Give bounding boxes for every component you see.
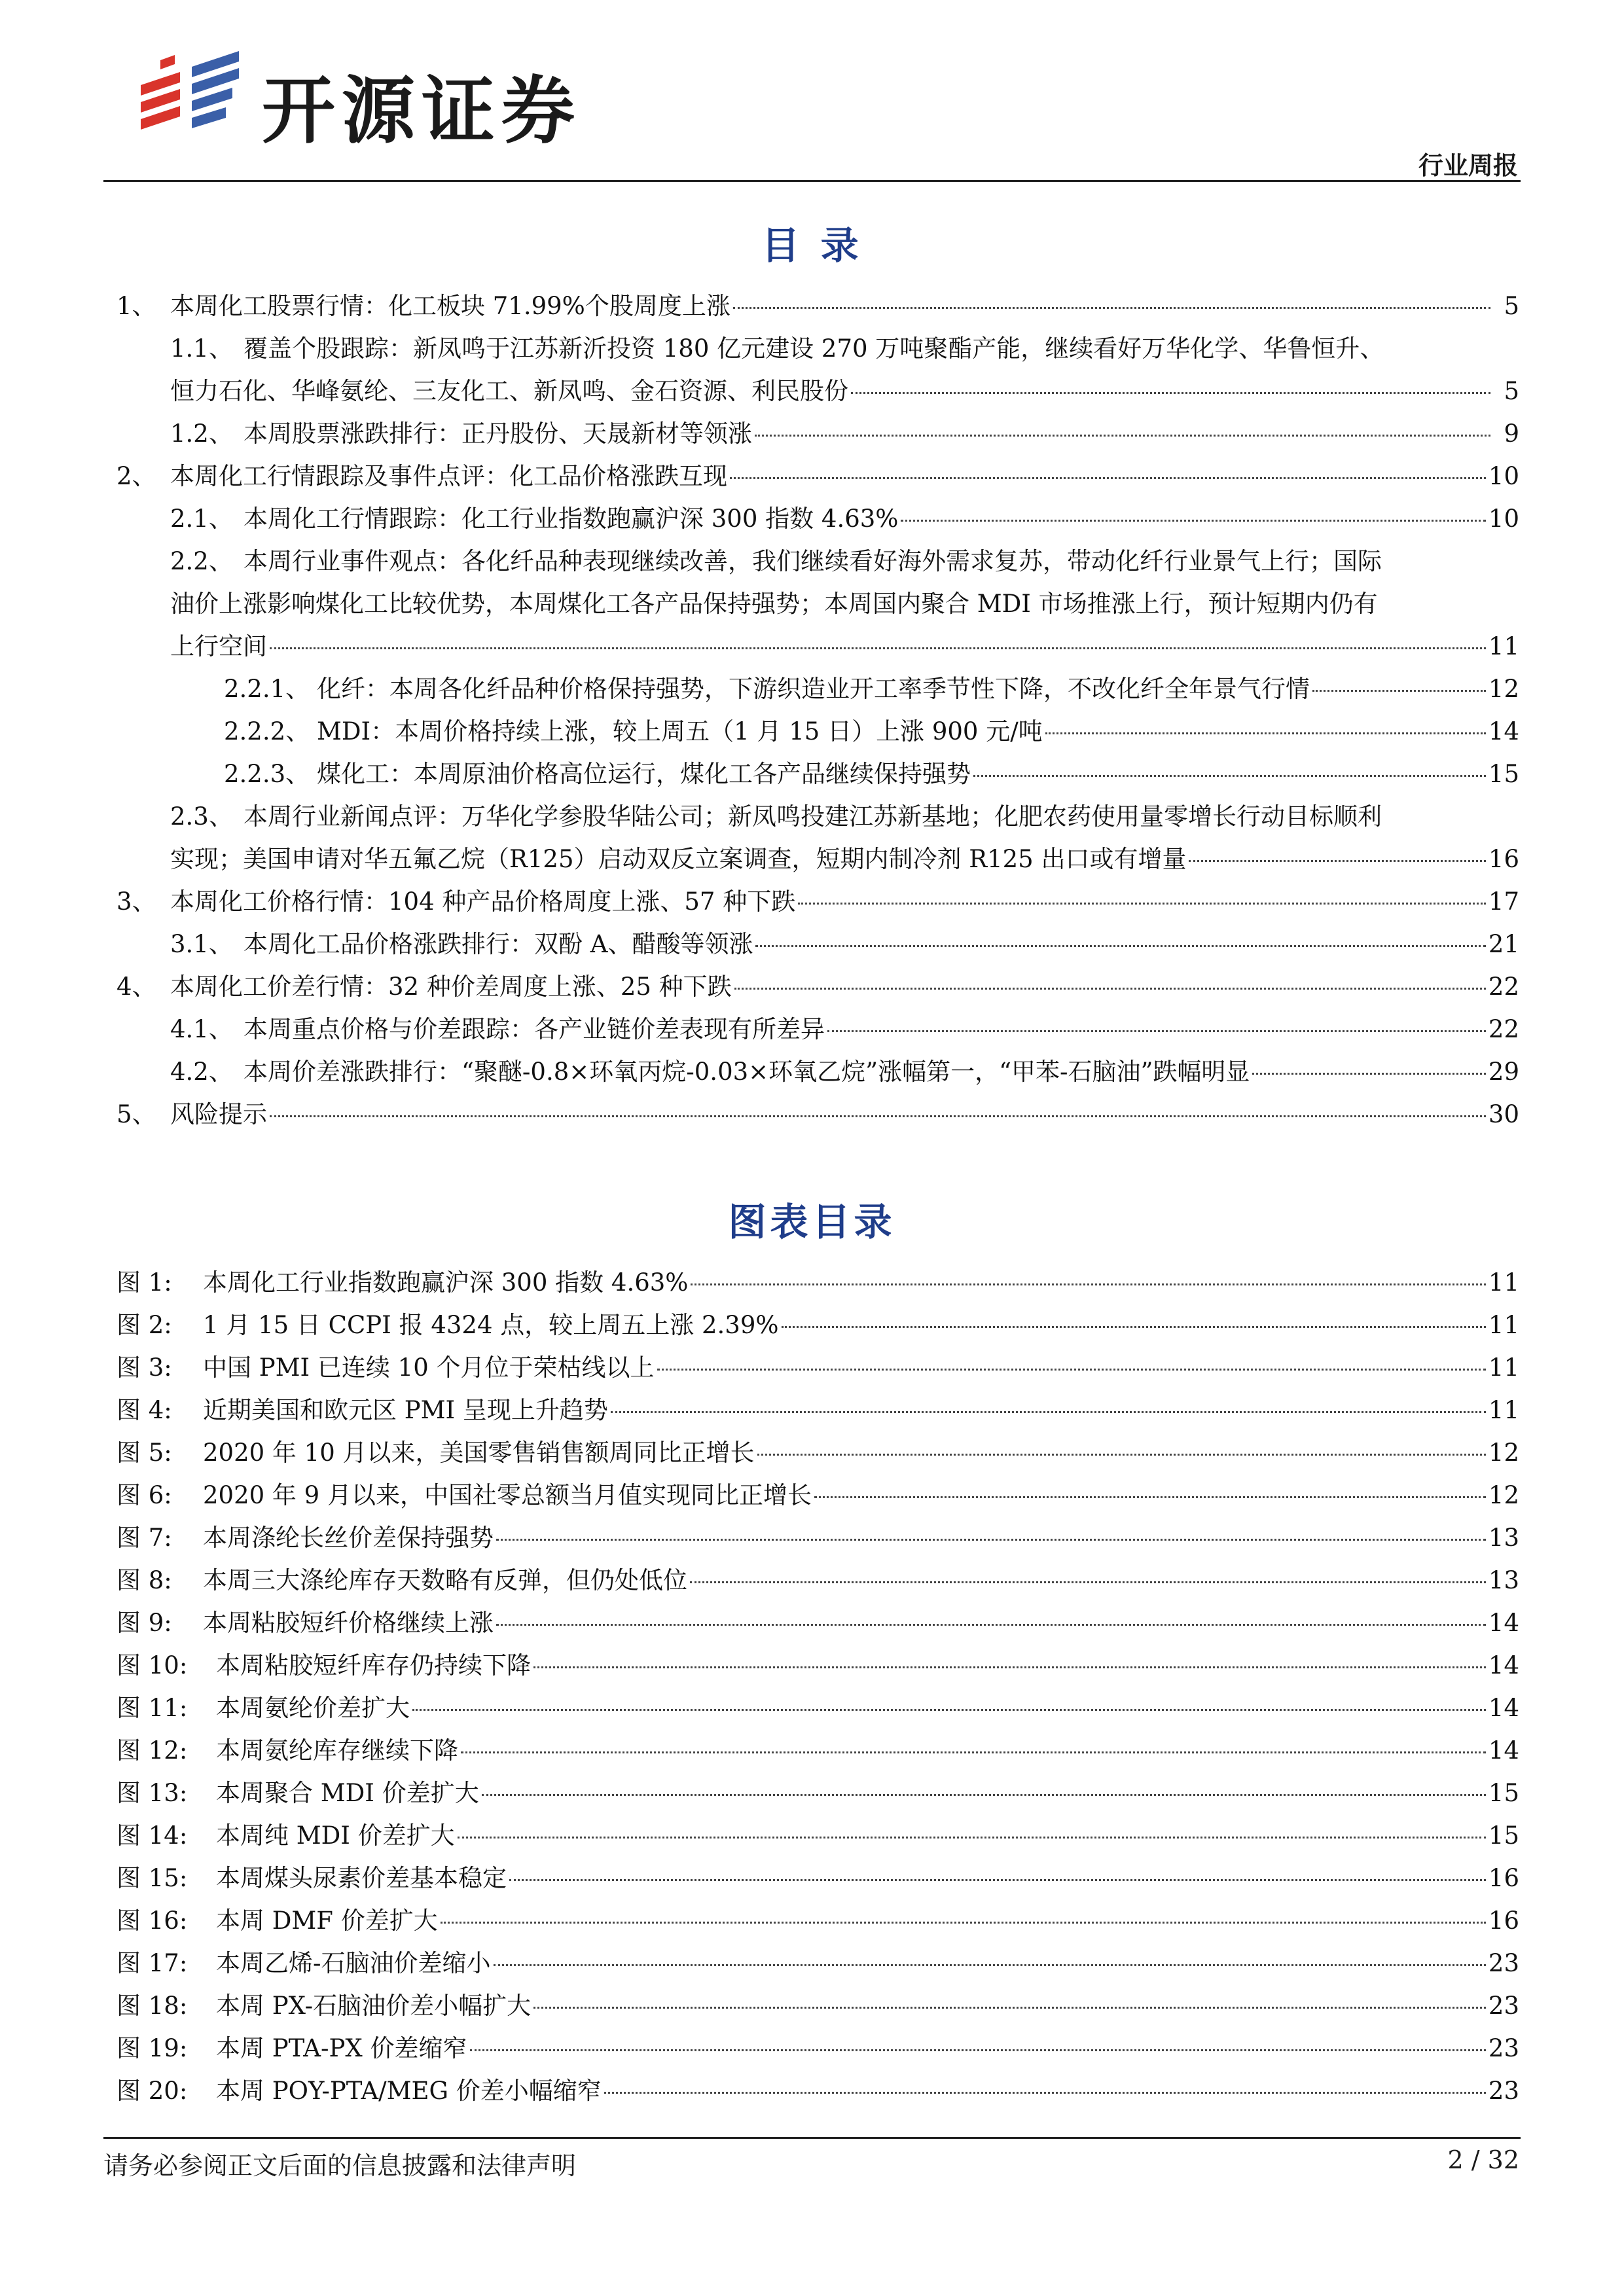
brand-logo [134,47,632,154]
dot-leader [782,1326,1486,1328]
toc-entry-number: 2.2.1、 [224,675,310,703]
dot-leader [730,477,1486,479]
figure-entry-text: 本周聚合 MDI 价差扩大 [216,1779,479,1807]
toc-entry[interactable] [170,802,1382,831]
dot-leader [798,903,1486,905]
toc-entry[interactable] [117,1100,1519,1129]
figure-entry-text: 本周纯 MDI 价差扩大 [216,1821,455,1850]
toc-entry[interactable] [224,717,1519,746]
dot-leader [470,2049,1486,2051]
toc-entry-text: 本周化工行情跟踪及事件点评：化工品价格涨跌互现 [170,462,727,490]
figure-entry-number: 图 17: [117,1949,188,1977]
toc-entry-text: 本周行业新闻点评：万华化学参股华陆公司；新凤鸣投建江苏新基地；化肥农药使用量零增长行动目标顺利 [244,802,1382,831]
figure-entry-number: 图 16: [117,1907,188,1935]
toc-entry-text: 覆盖个股跟踪：新凤鸣于江苏新沂投资 180 亿元建设 270 万吨聚酯产能，继续看好万华化学、华鲁恒升、 [244,334,1384,363]
figure-entry-page: 14 [1488,1609,1519,1637]
figure-entry-number: 图 10: [117,1651,188,1679]
dot-leader [604,2092,1486,2094]
toc-entry-page: 9 [1504,420,1519,448]
dot-leader [691,1283,1485,1285]
toc-entry-text: 本周行业事件观点：各化纤品种表现继续改善，我们继续看好海外需求复苏，带动化纤行业景气上行；国际 [244,547,1382,575]
toc-entry-number: 2.1、 [170,505,233,533]
figure-entry[interactable] [117,2077,1519,2106]
toc-entry-text: 本周化工股票行情：化工板块 71.99%个股周度上涨 [170,292,731,320]
toc-entry-page: 10 [1488,505,1519,533]
figure-entry[interactable] [117,1949,1519,1978]
figure-entry[interactable] [117,1779,1519,1808]
toc-entry[interactable] [117,462,1519,491]
dot-leader [814,1496,1486,1498]
toc-entry[interactable] [224,675,1519,704]
toc-entry[interactable] [170,420,1519,448]
dot-leader [441,1922,1486,1924]
page-indicator: 2 / 32 [1447,2145,1519,2174]
toc-entry-page: 22 [1488,1015,1519,1043]
dot-leader [690,1581,1486,1583]
figure-entry-text: 本周粘胶短纤价格继续上涨 [203,1609,494,1637]
figure-entry-number: 图 1: [117,1268,172,1297]
figure-entry-number: 图 13: [117,1779,188,1807]
figure-entry-text: 本周粘胶短纤库存仍持续下降 [216,1651,531,1679]
toc-entry-text: 本周化工品价格涨跌排行：双酚 A、醋酸等领涨 [244,930,753,958]
figure-entry[interactable] [117,1651,1519,1680]
toc-entry[interactable] [170,547,1382,576]
dot-leader [494,1964,1486,1966]
figure-entry[interactable] [117,1268,1519,1297]
figure-entry-number: 图 5: [117,1439,172,1467]
figure-entry-page: 23 [1488,1992,1519,2020]
figure-entry[interactable] [117,1311,1519,1340]
figure-entry[interactable] [117,1992,1519,2020]
figure-entry-number: 图 8: [117,1566,172,1594]
dot-leader [973,775,1486,777]
figure-entry[interactable] [117,1864,1519,1893]
toc-entry-page: 16 [1488,845,1519,873]
toc-entry-number: 1、 [117,292,156,320]
toc-entry-number: 2.2.3、 [224,760,310,788]
dot-leader [1312,690,1486,692]
figure-entry[interactable] [117,2034,1519,2063]
report-type-label: 行业周报 [1418,151,1518,180]
toc-entry-text: MDI：本周价格持续上涨，较上周五（1 月 15 日）上涨 900 元/吨 [317,717,1043,745]
toc-entry-text: 化纤：本周各化纤品种价格保持强势，下游织造业开工率季节性下降，不改化纤全年景气行情 [317,675,1310,703]
toc-entry-page: 5 [1504,377,1519,405]
figure-entry[interactable] [117,1736,1519,1765]
figure-entry-page: 16 [1488,1907,1519,1935]
dot-leader [412,1709,1486,1711]
figure-entry[interactable] [117,1566,1519,1595]
figure-entry-number: 图 4: [117,1396,172,1424]
toc-entry-page: 15 [1488,760,1519,788]
figure-entry[interactable] [117,1396,1519,1425]
figure-entry-number: 图 20: [117,2077,188,2105]
toc-entry-text-continued: 恒力石化、华峰氨纶、三友化工、新凤鸣、金石资源、利民股份 [170,377,848,405]
figure-entry-page: 11 [1488,1396,1519,1424]
figure-entry-page: 11 [1488,1354,1519,1382]
figure-entry-number: 图 12: [117,1736,188,1765]
dot-leader [496,1539,1486,1541]
figure-entry[interactable] [117,1821,1519,1850]
figure-entry-page: 15 [1488,1779,1519,1807]
dot-leader [657,1369,1486,1371]
figure-entry-text: 本周涤纶长丝价差保持强势 [203,1524,494,1552]
logo-wordmark: 开源证券 [262,69,581,154]
header-divider [103,180,1521,182]
figure-entry-number: 图 18: [117,1992,188,2020]
toc-entry[interactable] [117,888,1519,916]
dot-leader [757,1454,1486,1456]
footer-divider [103,2137,1521,2139]
dot-leader [270,647,1486,649]
toc-entry[interactable] [170,1015,1519,1044]
dot-leader [755,435,1490,437]
dot-leader [1045,732,1486,734]
figure-entry-text: 本周 POY-PTA/MEG 价差小幅缩窄 [216,2077,602,2105]
figure-entry-page: 12 [1488,1439,1519,1467]
figure-entry-page: 14 [1488,1736,1519,1765]
toc-entry-page: 11 [1488,632,1519,660]
dot-leader [901,520,1485,522]
dot-leader [734,988,1486,990]
toc-entry-page: 5 [1504,292,1519,320]
figure-entry-page: 12 [1488,1481,1519,1509]
figure-entry-page: 23 [1488,2034,1519,2062]
dot-leader [533,2007,1486,2009]
figure-entry[interactable] [117,1694,1519,1723]
dot-leader [733,307,1490,309]
figure-entry[interactable] [117,1354,1519,1382]
figure-entry-number: 图 15: [117,1864,188,1892]
figure-entry-text: 本周 DMF 价差扩大 [216,1907,438,1935]
figure-entry-page: 11 [1488,1268,1519,1297]
toc-entry-continuation[interactable] [170,377,1519,406]
toc-entry-page: 14 [1488,717,1519,745]
toc-entry-page: 21 [1488,930,1519,958]
toc-entry-page: 17 [1488,888,1519,916]
dot-leader [533,1666,1486,1668]
figure-entry[interactable] [117,1439,1519,1467]
figure-entry-number: 图 11: [117,1694,188,1722]
figure-entry-text: 本周化工行业指数跑赢沪深 300 指数 4.63% [203,1268,689,1297]
toc-entry-page: 12 [1488,675,1519,703]
figure-entry-text: 中国 PMI 已连续 10 个月位于荣枯线以上 [203,1354,655,1382]
figure-entry-page: 14 [1488,1694,1519,1722]
toc-entry-continuation[interactable]: 油价上涨影响煤化工比较优势，本周煤化工各产品保持强势；本周国内聚合 MDI 市场推涨上行，预计短期内仍有 [170,590,1378,618]
toc-entry[interactable] [224,760,1519,789]
figure-entry-number: 图 14: [117,1821,188,1850]
figure-entry-text: 本周 PX-石脑油价差小幅扩大 [216,1992,532,2020]
toc-entry-number: 1.1、 [170,334,233,363]
figure-entry-number: 图 19: [117,2034,188,2062]
toc-entry-text-continued: 上行空间 [170,632,267,660]
figure-entry-page: 13 [1488,1566,1519,1594]
toc-entry[interactable] [170,505,1519,533]
toc-entry-number: 3、 [117,888,156,916]
toc-entry-number: 4、 [117,973,156,1001]
toc-entry-page: 30 [1488,1100,1519,1128]
toc-entry[interactable] [170,930,1519,959]
toc-title: 目 录 [761,223,863,268]
toc-entry-number: 4.1、 [170,1015,233,1043]
figure-entry-page: 14 [1488,1651,1519,1679]
toc-entry-text-continued: 实现；美国申请对华五氟乙烷（R125）启动双反立案调查，短期内制冷剂 R125 出口或有增量 [170,845,1187,873]
toc-entry-page: 29 [1488,1058,1519,1086]
toc-entry-page: 10 [1488,462,1519,490]
figure-entry-text: 1 月 15 日 CCPI 报 4324 点，较上周五上涨 2.39% [203,1311,779,1339]
toc-entry[interactable] [170,334,1384,363]
figure-entry-text: 本周氨纶库存继续下降 [216,1736,458,1765]
figure-entry-page: 16 [1488,1864,1519,1892]
toc-entry[interactable] [170,1058,1519,1086]
figure-entry-number: 图 7: [117,1524,172,1552]
toc-entry-text: 风险提示 [170,1100,267,1128]
figure-entry-text: 2020 年 9 月以来，中国社零总额当月值实现同比正增长 [203,1481,812,1509]
footer-disclaimer: 请务必参阅正文后面的信息披露和法律声明 [103,2151,577,2180]
dot-leader [509,1879,1486,1881]
toc-entry-text: 本周股票涨跌排行：正丹股份、天晟新材等领涨 [244,420,752,448]
figure-entry-text: 2020 年 10 月以来，美国零售销售额周同比正增长 [203,1439,755,1467]
figures-list-title: 图表目录 [728,1200,896,1244]
toc-entry-number: 5、 [117,1100,156,1128]
figure-entry-page: 11 [1488,1311,1519,1339]
toc-entry-continuation[interactable] [170,845,1519,874]
toc-entry-number: 2、 [117,462,156,490]
figure-entry-text: 本周 PTA-PX 价差缩窄 [216,2034,467,2062]
toc-entry-text: 本周化工价格行情：104 种产品价格周度上涨、57 种下跌 [170,888,796,916]
dot-leader [1252,1073,1486,1075]
dot-leader [482,1794,1486,1796]
logo-mark-icon [134,47,245,145]
dot-leader [270,1115,1486,1117]
figure-entry[interactable] [117,1524,1519,1552]
figure-entry-number: 图 6: [117,1481,172,1509]
figure-entry[interactable] [117,1907,1519,1935]
figure-entry-text: 本周三大涤纶库存天数略有反弹，但仍处低位 [203,1566,687,1594]
toc-entry-page: 22 [1488,973,1519,1001]
dot-leader [458,1837,1486,1839]
toc-entry-continuation[interactable] [170,632,1519,661]
figure-entry-page: 15 [1488,1821,1519,1850]
dot-leader [461,1751,1486,1753]
toc-entry-number: 4.2、 [170,1058,233,1086]
figure-entry-text: 本周煤头尿素价差基本稳定 [216,1864,507,1892]
dot-leader [851,392,1490,394]
figure-entry-page: 23 [1488,2077,1519,2105]
figure-entry-text: 近期美国和欧元区 PMI 呈现上升趋势 [203,1396,608,1424]
toc-entry-text: 本周价差涨跌排行：“聚醚-0.8×环氧丙烷-0.03×环氧乙烷”涨幅第一，“甲苯-石脑油”跌幅明显 [244,1058,1250,1086]
toc-entry-number: 2.2、 [170,547,233,575]
figure-entry-text: 本周氨纶价差扩大 [216,1694,410,1722]
toc-entry-text: 本周重点价格与价差跟踪：各产业链价差表现有所差异 [244,1015,825,1043]
toc-entry-number: 2.2.2、 [224,717,310,745]
toc-entry-number: 2.3、 [170,802,233,831]
figure-entry-number: 图 2: [117,1311,172,1339]
figure-entry[interactable] [117,1481,1519,1510]
figure-entry-number: 图 9: [117,1609,172,1637]
figure-entry-text: 本周乙烯-石脑油价差缩小 [216,1949,491,1977]
dot-leader [611,1411,1486,1413]
figure-entry-number: 图 3: [117,1354,172,1382]
dot-leader [755,945,1485,947]
toc-entry-number: 3.1、 [170,930,233,958]
figure-entry[interactable] [117,1609,1519,1638]
toc-entry[interactable] [117,973,1519,1001]
toc-entry[interactable] [117,292,1519,321]
toc-entry-text: 煤化工：本周原油价格高位运行，煤化工各产品继续保持强势 [317,760,971,788]
figure-entry-page: 23 [1488,1949,1519,1977]
dot-leader [1189,860,1485,862]
figure-entry-page: 13 [1488,1524,1519,1552]
toc-entry-number: 1.2、 [170,420,233,448]
dot-leader [827,1030,1486,1032]
toc-entry-text: 本周化工行情跟踪：化工行业指数跑赢沪深 300 指数 4.63% [244,505,899,533]
toc-entry-text: 本周化工价差行情：32 种价差周度上涨、25 种下跌 [170,973,732,1001]
dot-leader [496,1624,1486,1626]
